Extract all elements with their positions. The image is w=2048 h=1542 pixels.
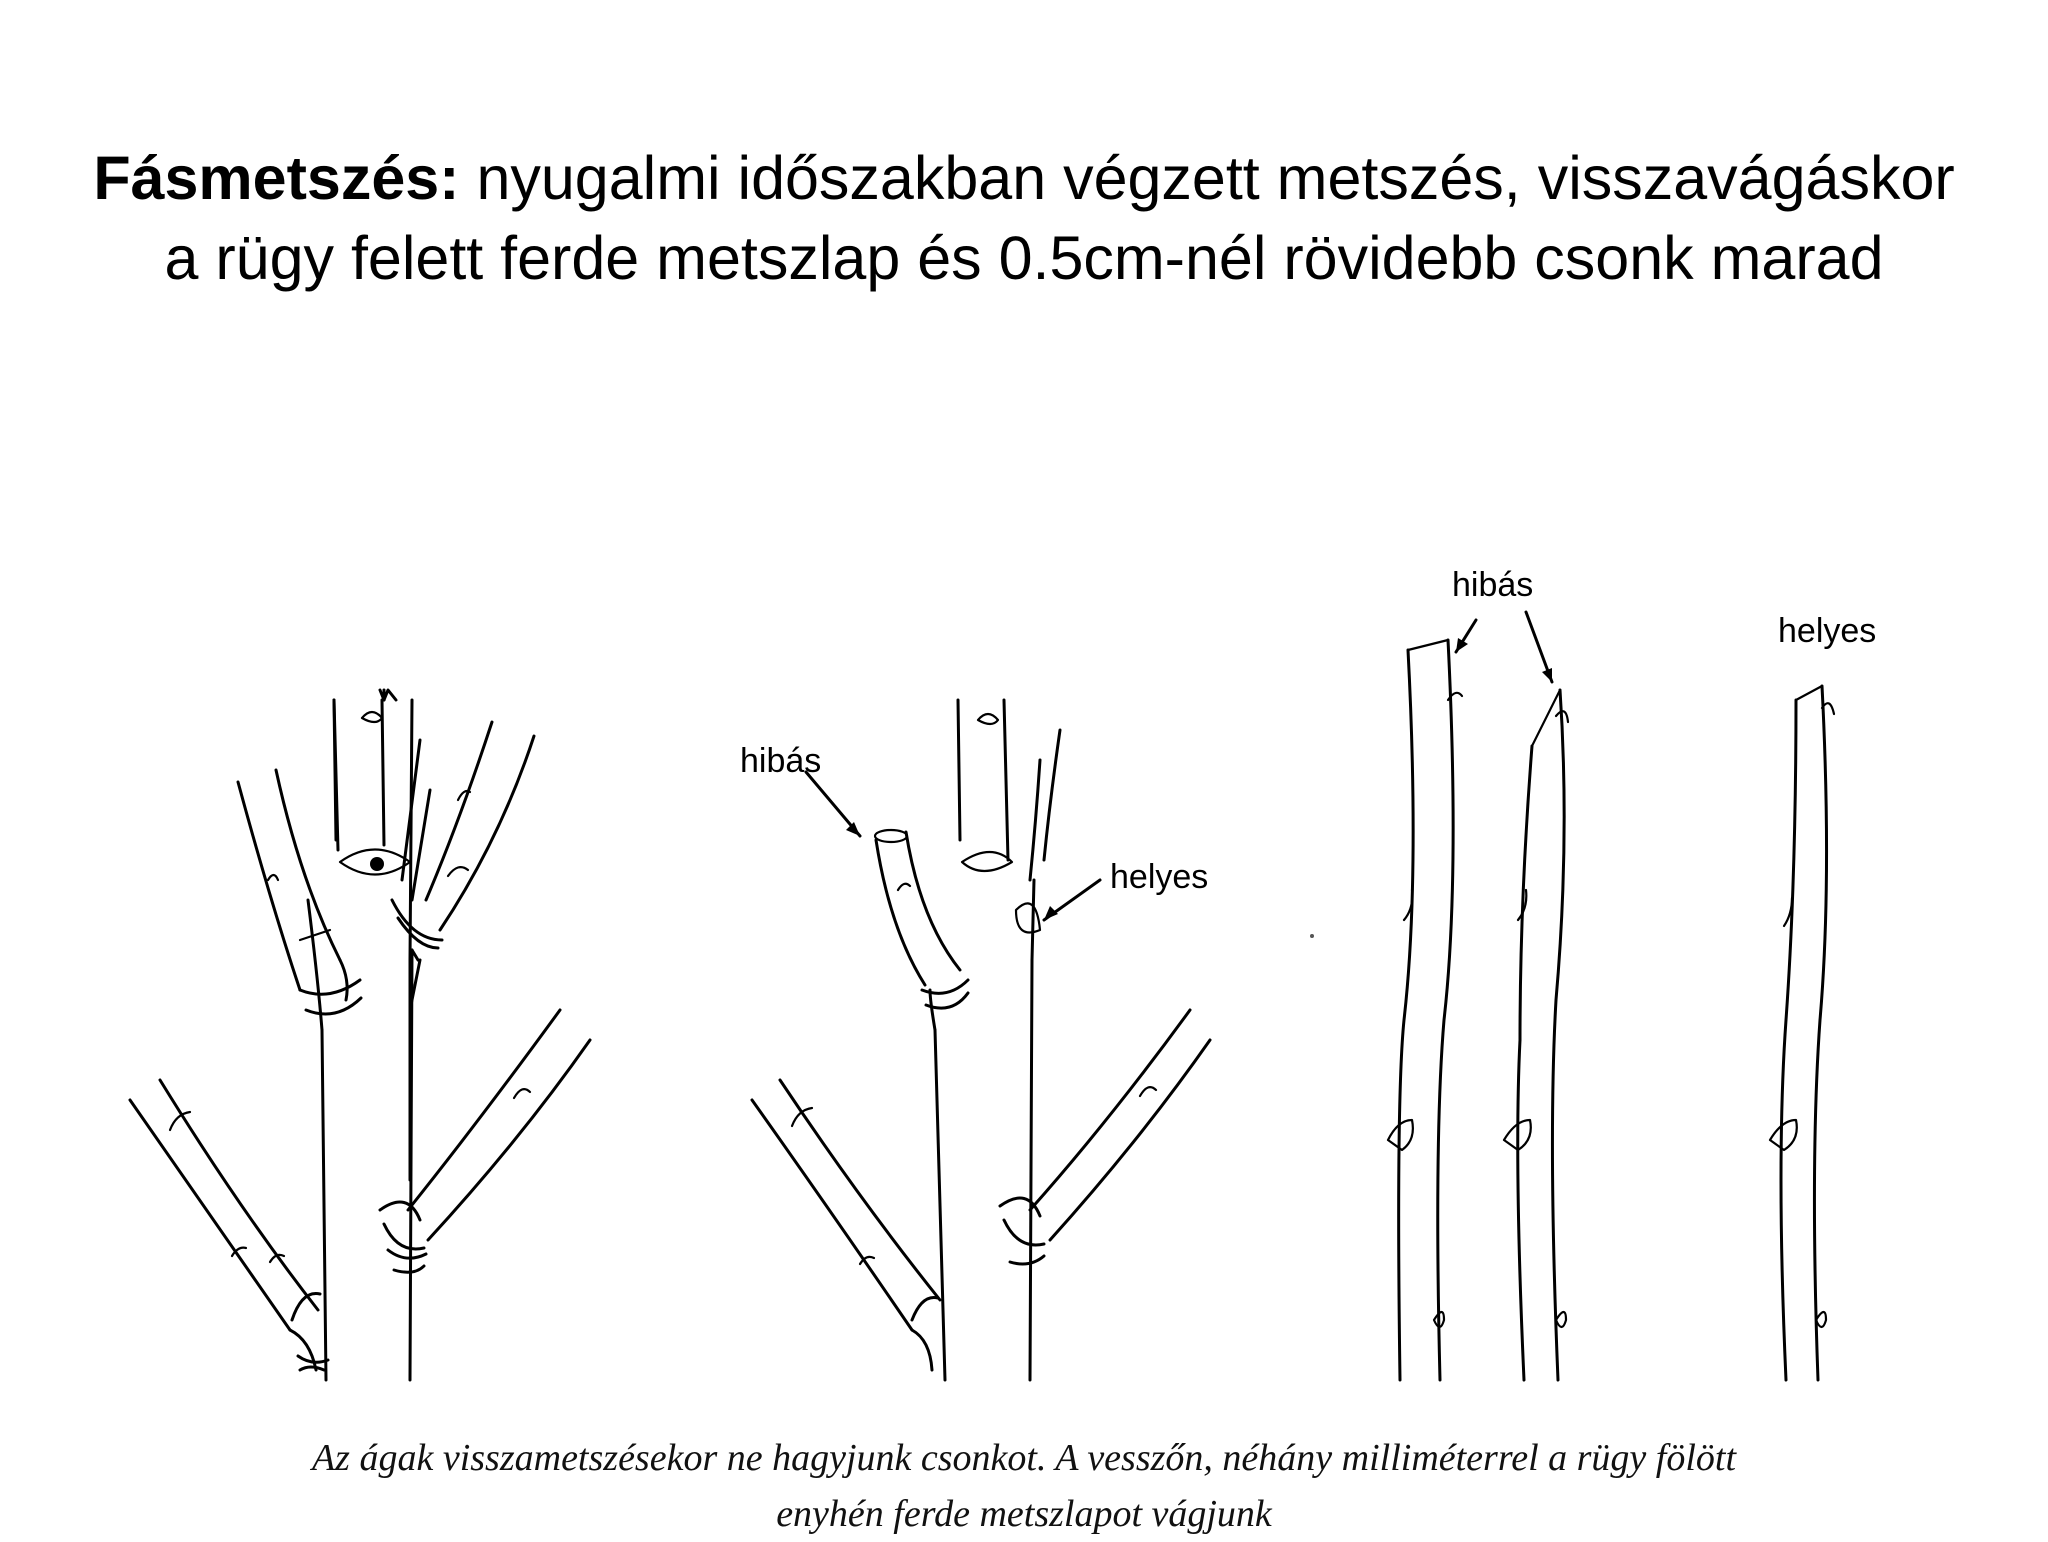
caption-line-1: Az ágak visszametszésekor ne hagyjunk csonkot. A vesszőn, néhány milliméterrel a rügy fölött	[311, 1437, 1737, 1479]
label-right-wrong: hibás	[1452, 566, 1534, 604]
left-branch-drawing	[130, 690, 590, 1380]
label-middle-right: helyes	[1110, 858, 1209, 896]
shoot-cut-examples	[1310, 566, 1876, 1380]
title-line-2: a rügy felett ferde metszlap és 0.5cm-nél rövidebb csonk marad	[164, 224, 1884, 292]
label-right-right: helyes	[1778, 612, 1877, 650]
title-term: Fásmetszés:	[93, 144, 460, 212]
label-middle-wrong: hibás	[740, 742, 822, 780]
figure-caption	[0, 1430, 2048, 1542]
title-definition: nyugalmi időszakban végzett metszés, visszavágáskor	[459, 144, 1955, 212]
caption-line-2: enyhén ferde metszlapot vágjunk	[776, 1493, 1272, 1535]
middle-branch-drawing	[740, 700, 1210, 1380]
